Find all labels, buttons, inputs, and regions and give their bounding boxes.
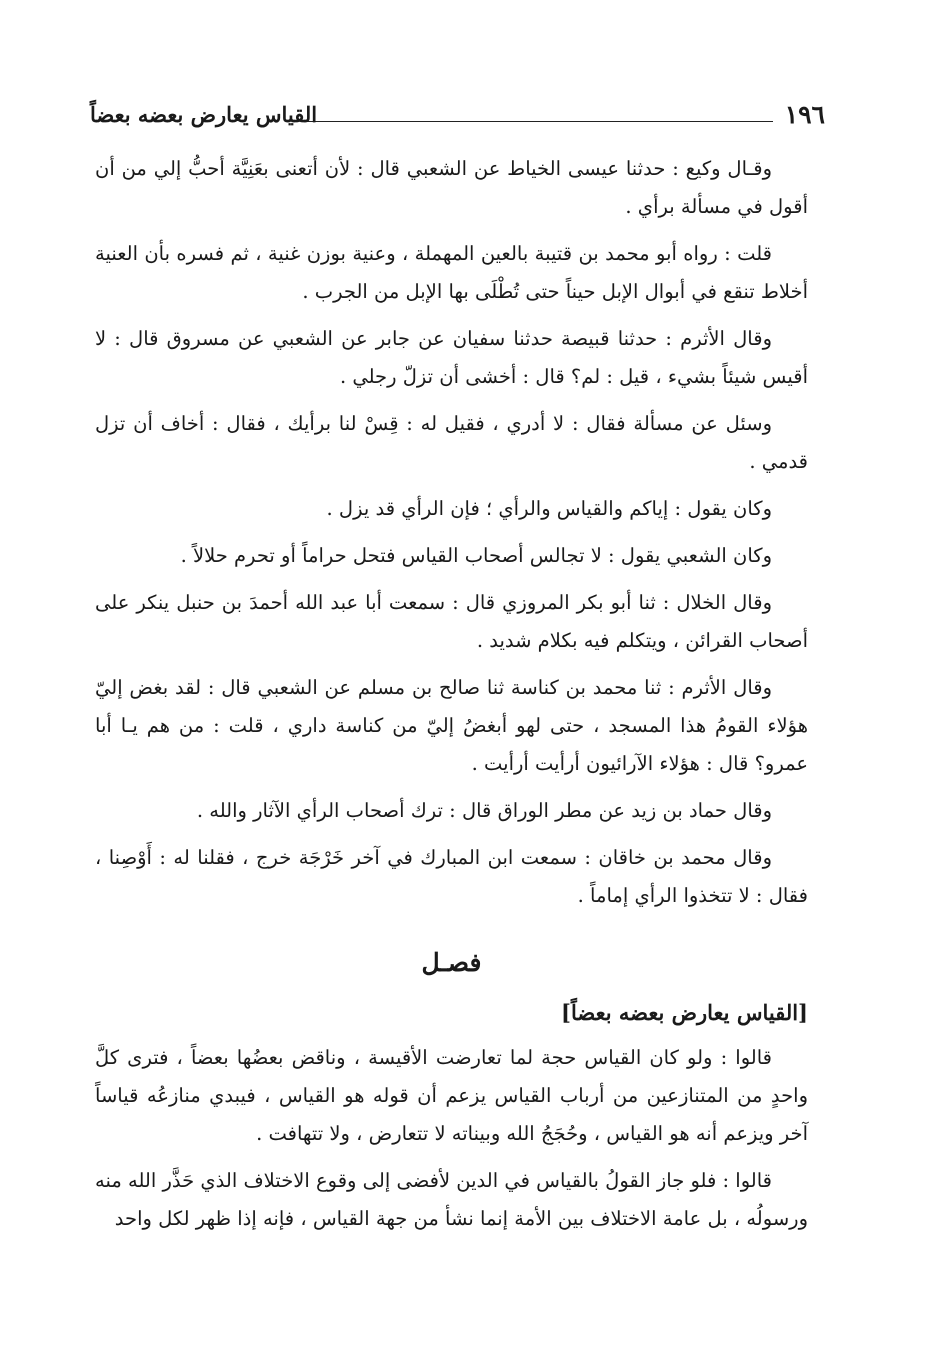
running-header [90, 98, 825, 132]
paragraph: قلت : رواه أبو محمد بن قتيبة بالعين المهملة ، وعنية بوزن غنية ، ثم فسره بأن العنية أخلاط تنقع في أبوال الإبل حيناً حتى تُطْلَى بها الإبل من الجرب . [95, 242, 808, 303]
section-subheading: [القياس يعارض بعضه بعضاً] [561, 1000, 808, 1025]
body-text [95, 150, 808, 1247]
paragraph: قالوا : فلو جاز القولُ بالقياس في الدين لأفضى إلى وقوع الاختلاف الذي حَذَّر الله منه ورسولُه ، بل عامة الاختلاف بين الأمة إنما نشأ من جهة القياس ، فإنه إذا ظهر لكل واحد [95, 1169, 808, 1230]
section-heading: فصـل [421, 948, 482, 977]
paragraph: وقال محمد بن خاقان : سمعت ابن المبارك في آخر خَرْجَة خرج ، فقلنا له : أَوْصِنا ، فقال : لا تتخذوا الرأي إماماً . [95, 846, 808, 907]
paragraph: وقال الخلال : ثنا أبو بكر المروزي قال : سمعت أبا عبد الله أحمدَ بن حنبل ينكر على أصحاب القرائن ، ويتكلم فيه بكلام شديد . [95, 591, 808, 652]
paragraph: وكان الشعبي يقول : لا تجالس أصحاب القياس فتحل حراماً أو تحرم حلالاً . [180, 544, 772, 567]
paragraph: وسئل عن مسألة فقال : لا أدري ، فقيل له : قِسْ لنا برأيك ، فقال : أخاف أن تزل قدمي . [95, 412, 808, 473]
header-rule [305, 121, 773, 122]
paragraph: قالوا : ولو كان القياس حجة لما تعارضت الأقيسة ، وناقض بعضُها بعضاً ، فترى كلَّ واحدٍ من المتنازعين من أرباب القياس يزعم أن قوله هو القياس ، فيبدي منازعُه قياساً آخر ويزعم أنه هو القياس ، وحُجَجُ الله وبيناته لا تتعارض ، ولا تتهافت . [95, 1046, 808, 1145]
paragraph: وقال الأثرم : ثنا محمد بن كناسة ثنا صالح بن مسلم عن الشعبي قال : لقد بغض إليّ هؤلاء القومُ هذا المسجد ، حتى لهو أبغضُ إليّ من كناسة داري ، قلت : من هم يـا أبا عمرو؟ قال : هؤلاء الآرائيون أرأيت أرأيت . [95, 676, 808, 775]
paragraph: وقال حماد بن زيد عن مطر الوراق قال : ترك أصحاب الرأي الآثار والله . [196, 799, 772, 822]
paragraph: وقـال وكيع : حدثنا عيسى الخياط عن الشعبي قال : لأن أتعنى بعَنِيَّة أحبُّ إلي من أن أقول في مسألة برأي . [95, 157, 808, 218]
paragraph: وكان يقول : إياكم والقياس والرأي ؛ فإن الرأي قد يزل . [326, 497, 772, 520]
paragraph: وقال الأثرم : حدثنا قبيصة حدثنا سفيان عن جابر عن الشعبي عن مسروق قال : لا أقيس شيئاً بشيء ، قيل : لم؟ قال : أخشى أن تزلّ رجلي . [95, 327, 808, 388]
page-number: ١٩٦ [784, 100, 825, 129]
running-title: القياس يعارض بعضه بعضاً [90, 102, 318, 127]
